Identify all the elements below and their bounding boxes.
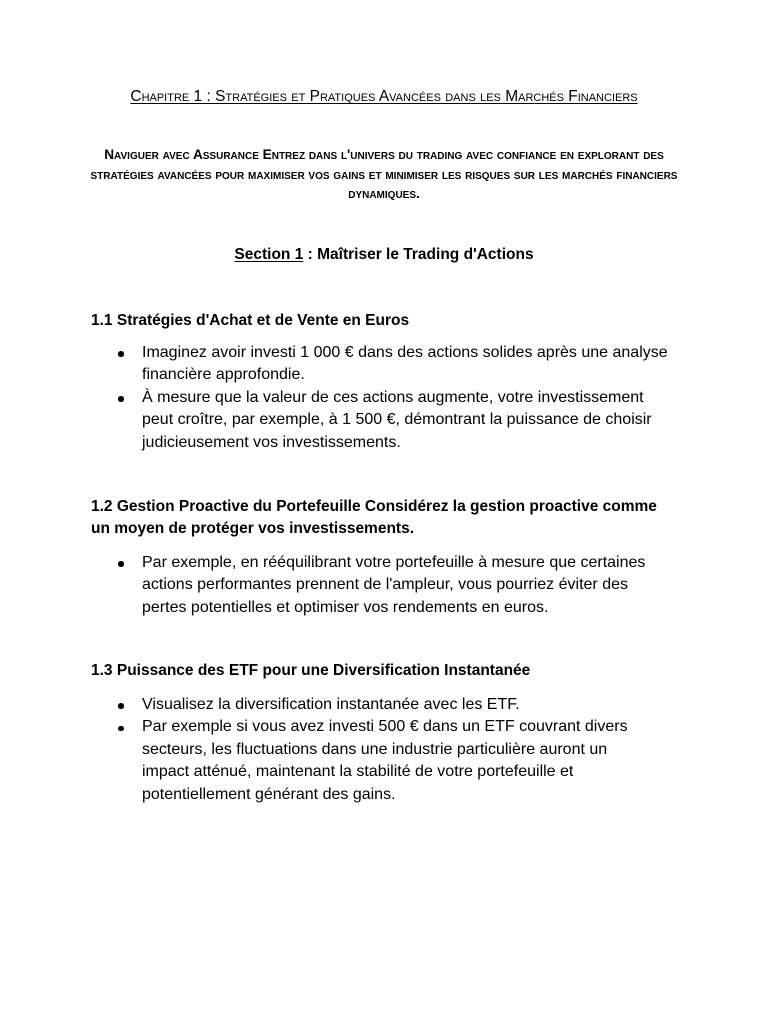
- list-item: [142, 342, 668, 387]
- section-heading: [0, 244, 768, 266]
- list-item: [142, 716, 628, 806]
- subtitle-line: Naviguer avec Assurance Entrez dans l'univers du trading avec confiance en explorant des: [104, 147, 664, 162]
- subtitle-line: dynamiques.: [348, 186, 420, 201]
- list-item: [142, 552, 645, 620]
- bullet-icon: [118, 396, 124, 402]
- section-title: Maîtriser le Trading d'Actions: [317, 246, 534, 263]
- heading-line: 1.2 Gestion Proactive du Portefeuille Considérez la gestion proactive comme: [91, 498, 657, 515]
- list-item-line: Visualisez la diversification instantanée avec les ETF.: [142, 695, 520, 713]
- list-item-line: impact atténué, maintenant la stabilité de votre portefeuille et: [142, 763, 574, 780]
- bullet-icon: [118, 561, 124, 567]
- subtitle-line: stratégies avancées pour maximiser vos gains et minimiser les risques sur les marchés financiers: [90, 166, 678, 182]
- list-item-line: actions performantes prennent de l'ampleur, vous pourriez éviter des: [142, 576, 628, 593]
- bullet-icon: [118, 726, 124, 732]
- bullet-icon: [118, 703, 124, 709]
- list-item: [142, 694, 628, 717]
- subsection-heading-1-3: [91, 660, 530, 682]
- subsection-heading-1-2: [91, 496, 657, 540]
- list-item-line: Par exemple, en rééquilibrant votre portefeuille à mesure que certaines: [142, 553, 646, 571]
- chapter-title-text: Chapitre 1 : Stratégies et Pratiques Avancées dans les Marchés Financiers: [130, 88, 638, 105]
- list-item-line: Par exemple si vous avez investi 500 € dans un ETF couvrant divers: [142, 718, 628, 735]
- heading-line: 1.1 Stratégies d'Achat et de Vente en Euros: [91, 312, 410, 329]
- list-item-line: judicieusement vos investissements.: [142, 433, 401, 451]
- heading-line: un moyen de protéger vos investissements.: [91, 520, 415, 537]
- chapter-title: [0, 87, 768, 107]
- list-item-line: financière approfondie.: [142, 366, 305, 383]
- list-item-line: peut croître, par exemple, à 1 500 €, démontrant la puissance de choisir: [142, 411, 652, 428]
- heading-line: 1.3 Puissance des ETF pour une Diversification Instantanée: [91, 662, 531, 679]
- list-item-line: pertes potentielles et optimiser vos rendements en euros.: [142, 598, 549, 616]
- section-number: Section 1: [234, 246, 304, 263]
- list-item-line: Imaginez avoir investi 1 000 € dans des actions solides après une analyse: [142, 343, 668, 361]
- section-separator: :: [307, 246, 313, 263]
- list-item: [142, 387, 668, 455]
- bullet-list-1-3: [142, 694, 628, 807]
- list-item-line: secteurs, les fluctuations dans une industrie particulière auront un: [142, 740, 608, 758]
- chapter-subtitle: [0, 145, 768, 204]
- bullet-list-1-2: [142, 552, 645, 620]
- bullet-icon: [118, 351, 124, 357]
- list-item-line: À mesure que la valeur de ces actions augmente, votre investissement: [142, 388, 644, 406]
- list-item-line: potentiellement générant des gains.: [142, 785, 396, 803]
- bullet-list-1-1: [142, 342, 668, 455]
- subsection-heading-1-1: [91, 310, 409, 332]
